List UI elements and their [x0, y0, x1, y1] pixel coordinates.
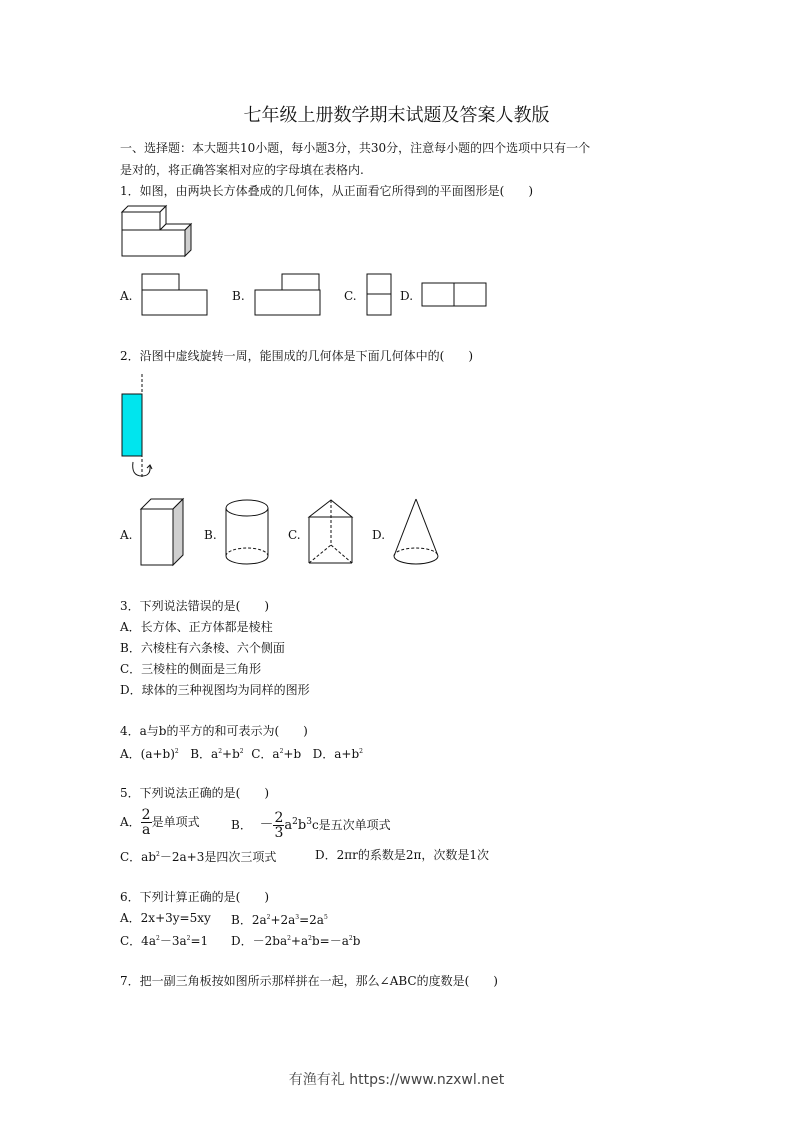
q1-option-c-label: C.	[344, 289, 357, 303]
q1-option-b-figure	[254, 273, 322, 317]
q4-option-b: B．$a^2+b^2$	[190, 747, 244, 761]
q7-stem: 7．把一副三角板按如图所示那样拼在一起，那么∠ABC的度数是( )	[120, 974, 498, 988]
section-intro-line-1: 一、选择题：本大题共10小题，每小题3分，共30分，注意每小题的四个选项中只有一个	[120, 141, 591, 155]
q1-option-a-figure	[141, 273, 209, 317]
q2-rotation-figure	[118, 372, 162, 484]
q1-option-d-figure	[421, 282, 489, 308]
q1-option-c-figure	[366, 273, 394, 317]
q2-option-c-label: C.	[288, 528, 301, 542]
q5-fraction-2-over-3: $\frac{2}{3}$	[274, 810, 284, 841]
q2-option-c-triangular-prism	[306, 497, 358, 569]
q5-stem: 5．下列说法正确的是( )	[120, 786, 269, 800]
section-intro-line-2: 是对的，将正确答案相对应的字母填在表格内.	[120, 163, 364, 177]
q5-option-c: C．$ab^2-2a+3$是四次三项式	[120, 850, 277, 864]
q2-option-b-cylinder	[223, 497, 273, 569]
q4-option-d: D．$a+b^2$	[312, 747, 363, 761]
q2-stem: 2．沿图中虚线旋转一周，能围成的几何体是下面几何体中的( )	[120, 349, 474, 363]
q6-stem: 6．下列计算正确的是( )	[120, 890, 269, 904]
q4-option-a: A．$(a+b)^2$	[120, 747, 179, 761]
q1-option-b-label: B.	[232, 289, 245, 303]
q2-option-d-cone	[390, 496, 442, 570]
q6-option-a: A．2x+3y=5xy	[120, 911, 211, 925]
q4-option-c: C．$a^2+b$	[251, 747, 302, 761]
q5-fraction-2-over-a: $\frac{2}{a}$	[141, 807, 151, 838]
q4-options	[120, 744, 363, 762]
q5-option-d: D．2πr的系数是2π，次数是1次	[315, 848, 490, 862]
q4-stem: 4．a与b的平方的和可表示为( )	[120, 724, 308, 738]
q6-option-c: C．$4a^2-3a^2=1$	[120, 934, 209, 948]
q2-option-a-prism	[138, 497, 188, 569]
q1-option-a-label: A.	[120, 289, 133, 303]
q2-option-a-label: A.	[120, 528, 133, 542]
q3-option-c: C．三棱柱的侧面是三角形	[120, 662, 262, 676]
q3-option-d: D．球体的三种视图均为同样的图形	[120, 683, 310, 697]
q1-option-d-label: D.	[400, 289, 414, 303]
q3-option-b: B．六棱柱有六条棱、六个侧面	[120, 641, 285, 655]
q5-option-a: A． $\frac{2}{a}$ 是单项式	[120, 807, 200, 838]
q3-option-a: A．长方体、正方体都是棱柱	[120, 620, 273, 634]
q6-option-d: D．$-2ba^2+a^2b=-a^2b$	[231, 934, 361, 948]
q2-option-b-label: B.	[204, 528, 217, 542]
q3-stem: 3．下列说法错误的是( )	[120, 599, 269, 613]
page-title: 七年级上册数学期末试题及答案人教版	[243, 105, 550, 126]
q1-solid-figure	[118, 204, 198, 262]
q6-option-b: B．$2a^2+2a^3=2a^5$	[231, 913, 328, 927]
q2-option-d-label: D.	[372, 528, 386, 542]
q1-stem: 1．如图，由两块长方体叠成的几何体，从正面看它所得到的平面图形是( )	[120, 184, 534, 198]
footer-watermark: 有渔有礼 https://www.nzxwl.net	[288, 1072, 505, 1088]
q5-option-b: B． － $\frac{2}{3}$ $a^2b^3c$是五次单项式	[231, 810, 391, 841]
